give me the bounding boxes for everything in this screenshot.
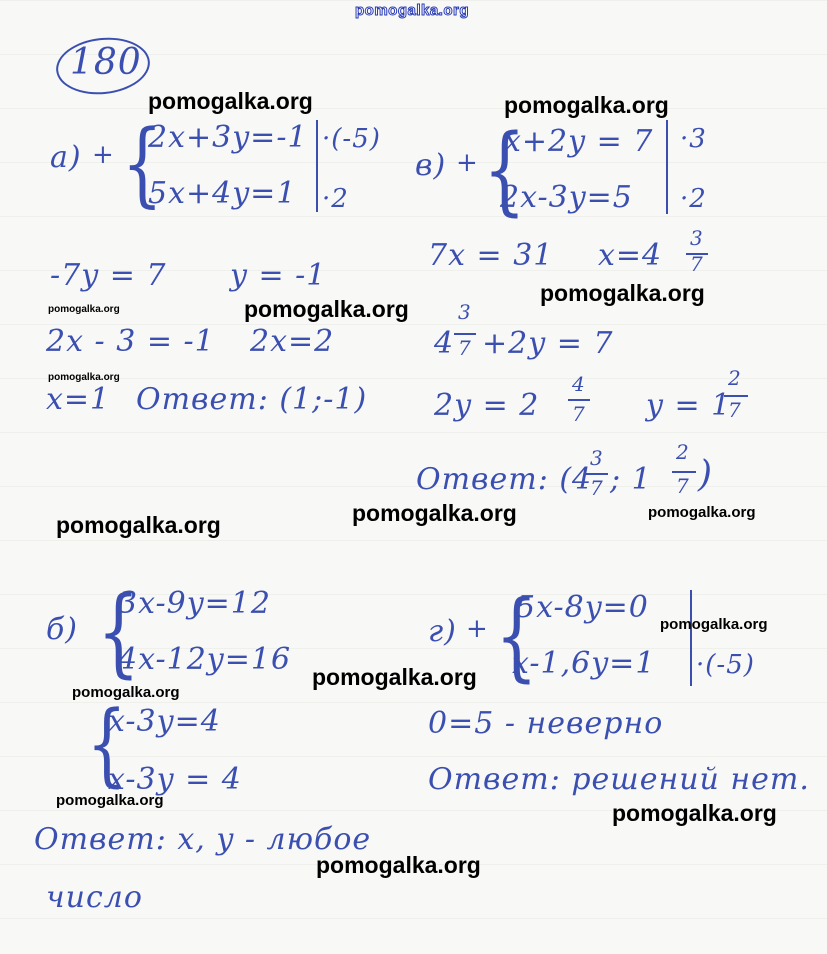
part-v-step1: 7x = 31 [428, 238, 554, 273]
part-b-label: б) [46, 612, 79, 647]
part-v-answer-suffix: ) [698, 454, 714, 495]
part-g-brace: { [495, 580, 538, 692]
part-v-step2-rest: +2y = 7 [482, 326, 614, 361]
part-g-label: г) [428, 614, 457, 649]
watermark: pomogalka.org [72, 684, 180, 701]
part-v-step3b: y = 1 [646, 388, 732, 423]
part-a-label: а) [50, 140, 82, 175]
part-b-eq1: 3x-9y=12 [118, 586, 271, 621]
watermark: pomogalka.org [48, 304, 120, 315]
watermark: pomogalka.org [504, 92, 669, 118]
part-v-step3b-num: 2 [728, 366, 742, 390]
part-b-answer2: число [46, 880, 143, 915]
watermark: pomogalka.org [56, 792, 164, 809]
part-v-step1b: x=4 [598, 238, 663, 273]
watermark: pomogalka.org [648, 504, 756, 521]
part-b-eq3: x-3y=4 [108, 704, 221, 739]
part-v-step1b-den: 7 [690, 252, 704, 276]
part-v-step2-den: 7 [458, 336, 472, 360]
watermark: pomogalka.org [316, 852, 481, 878]
part-v-mult1: ·3 [680, 124, 707, 154]
part-a-step2: 2x - 3 = -1 [46, 324, 215, 359]
part-a-answer: Ответ: (1;-1) [136, 382, 368, 417]
part-v-step3-den: 7 [572, 402, 586, 426]
part-a-mult1: ·(-5) [322, 124, 381, 154]
watermark: pomogalka.org [244, 296, 409, 322]
part-v-eq1: x+2y = 7 [504, 124, 654, 159]
watermark: pomogalka.org [612, 800, 777, 826]
part-v-step2-num: 3 [458, 300, 472, 324]
part-g-eq1: 5x-8y=0 [516, 590, 649, 625]
watermark: pomogalka.org [148, 88, 313, 114]
top-watermark: pomogalka.org [355, 2, 470, 19]
part-g-plus: + [466, 614, 489, 644]
part-g-answer: Ответ: решений нет. [428, 762, 810, 797]
part-a-step1: -7y = 7 [50, 258, 167, 293]
part-v-brace: { [483, 114, 526, 226]
part-a-step3: x=1 [46, 382, 111, 417]
part-v-mult2: ·2 [680, 184, 707, 214]
part-v-step3-num: 4 [572, 372, 586, 396]
part-b-eq4: x-3y = 4 [108, 762, 242, 797]
watermark: pomogalka.org [352, 500, 517, 526]
part-v-step3: 2y = 2 [434, 388, 540, 423]
part-a-eq1: 2x+3y=-1 [148, 120, 308, 155]
part-b-answer1: Ответ: x, y - любое [34, 822, 372, 857]
part-b-brace2: { [86, 692, 127, 797]
watermark: pomogalka.org [48, 372, 120, 383]
part-b-brace: { [97, 576, 140, 688]
part-v-label: в) [415, 148, 447, 183]
part-v-answer-den2: 7 [676, 474, 690, 498]
watermark: pomogalka.org [540, 280, 705, 306]
part-v-eq2: 2x-3y=5 [500, 180, 633, 215]
part-v-answer-mid: ; 1 [610, 462, 652, 497]
part-a-eq2: 5x+4y=1 [148, 176, 297, 211]
part-g-step1: 0=5 - неверно [428, 706, 664, 741]
part-b-eq2: 4x-12y=16 [118, 642, 292, 677]
part-g-eq2: x-1,6y=1 [512, 646, 656, 681]
part-v-step1b-num: 3 [690, 226, 704, 250]
part-a-plus: + [92, 140, 115, 170]
part-a-step1b: y = -1 [230, 258, 327, 293]
part-a-step2b: 2x=2 [250, 324, 335, 359]
watermark: pomogalka.org [56, 512, 221, 538]
part-v-plus: + [456, 148, 479, 178]
part-g-divider [690, 590, 692, 686]
part-v-answer-num1: 3 [590, 446, 604, 470]
part-a-mult2: ·2 [322, 184, 349, 214]
watermark: pomogalka.org [312, 664, 477, 690]
part-g-mult: ·(-5) [696, 650, 755, 680]
part-a-brace: { [121, 110, 163, 217]
part-v-step2-whole: 4 [434, 326, 455, 361]
part-v-step3b-den: 7 [728, 398, 742, 422]
part-v-answer-prefix: Ответ: (4 [416, 462, 593, 497]
problem-number: 180 [70, 42, 142, 83]
watermark: pomogalka.org [660, 616, 768, 633]
part-v-answer-num2: 2 [676, 440, 690, 464]
part-v-answer-den1: 7 [590, 476, 604, 500]
